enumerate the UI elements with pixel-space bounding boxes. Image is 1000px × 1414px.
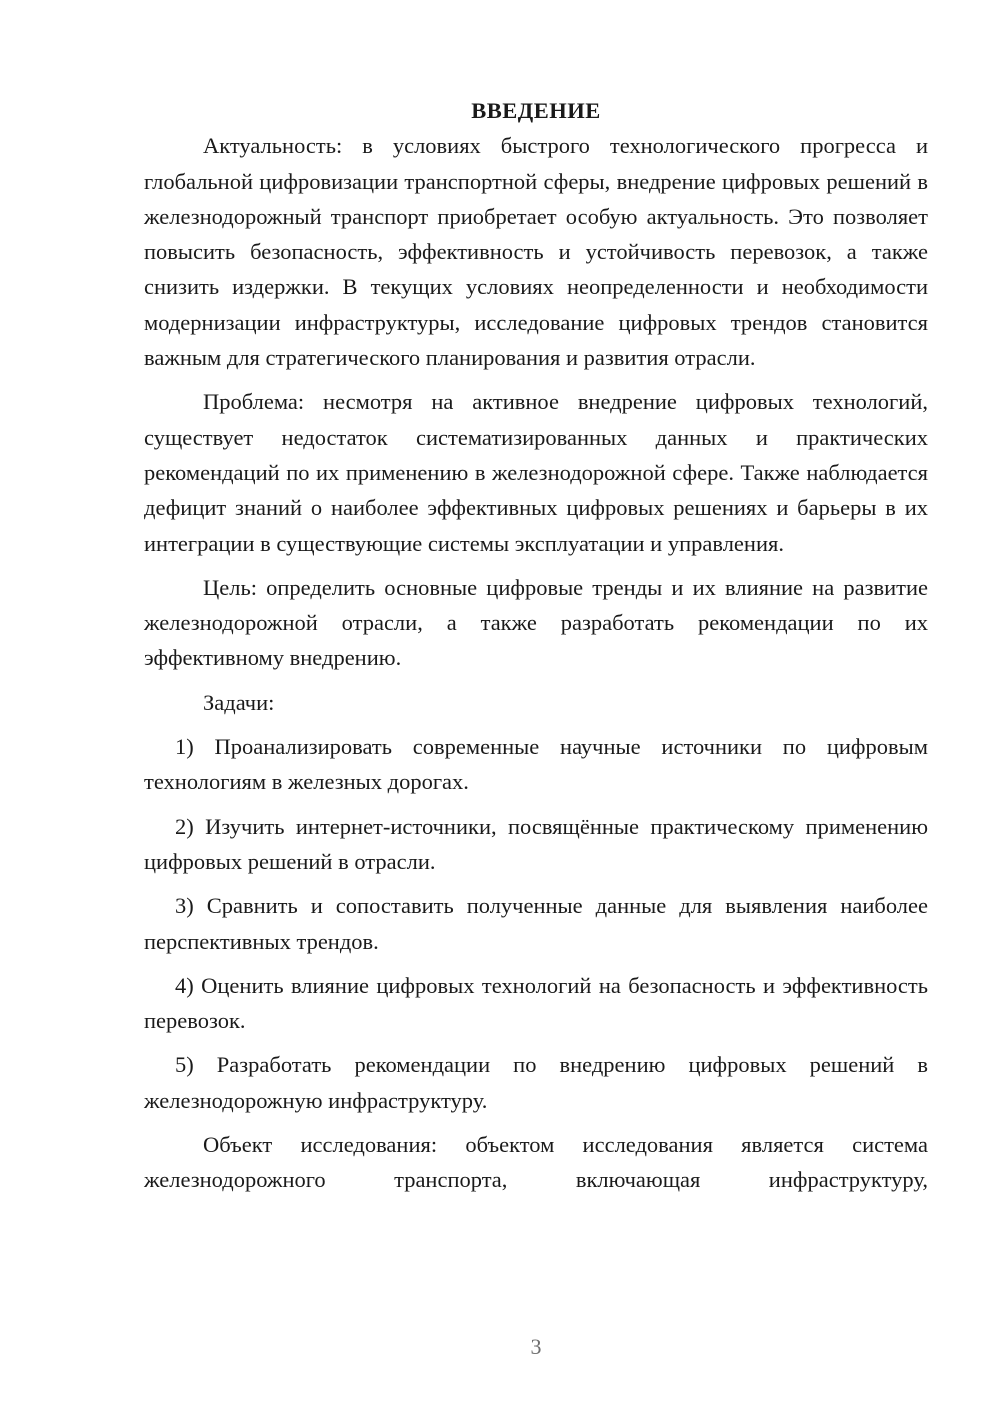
task-item-2: 2) Изучить интернет-источники, посвящённые практическому применению цифровых решений в отрасли. xyxy=(144,813,928,874)
paragraph-object: Объект исследования: объектом исследования является система железнодорожного транспорта, включающая инфраструктуру, xyxy=(144,1132,928,1193)
paragraph-relevance: Актуальность: в условиях быстрого технологического прогресса и глобальной цифровизации транспортной сферы, внедрение цифровых решений в железнодорожный транспорт приобретает особую актуальность. Это позволяет повысить безопасность, эффективность и устойчивость перевозок, а также снизить издержки. В текущих условиях неопределенности и необходимости модернизации инфраструктуры, исследование цифровых трендов становится важным для стратегического планирования и развития отрасли. xyxy=(144,133,928,371)
page-number: 3 xyxy=(530,1334,542,1359)
task-item-5: 5) Разработать рекомендации по внедрению цифровых решений в железнодорожную инфраструктуру. xyxy=(144,1052,928,1113)
task-item-4: 4) Оценить влияние цифровых технологий на безопасность и эффективность перевозок. xyxy=(144,972,928,1034)
page-body xyxy=(144,93,928,1198)
paragraph-problem: Проблема: несмотря на активное внедрение цифровых технологий, существует недостаток систематизированных данных и практических рекомендаций по их применению в железнодорожной сфере. Также наблюдается дефицит знаний о наиболее эффективных цифровых решениях и барьеры в их интеграции в существующие системы эксплуатации и управления. xyxy=(144,389,928,556)
page-heading: ВВЕДЕНИЕ xyxy=(471,98,601,123)
task-item-1: 1) Проанализировать современные научные источники по цифровым технологиям в железных дорогах. xyxy=(144,734,928,795)
paragraph-goal: Цель: определить основные цифровые тренды и их влияние на развитие железнодорожной отрасли, а также разработать рекомендации по их эффективному внедрению. xyxy=(144,574,928,671)
tasks-label: Задачи: xyxy=(203,689,275,715)
task-item-3: 3) Сравнить и сопоставить полученные данные для выявления наиболее перспективных трендов. xyxy=(144,893,928,954)
